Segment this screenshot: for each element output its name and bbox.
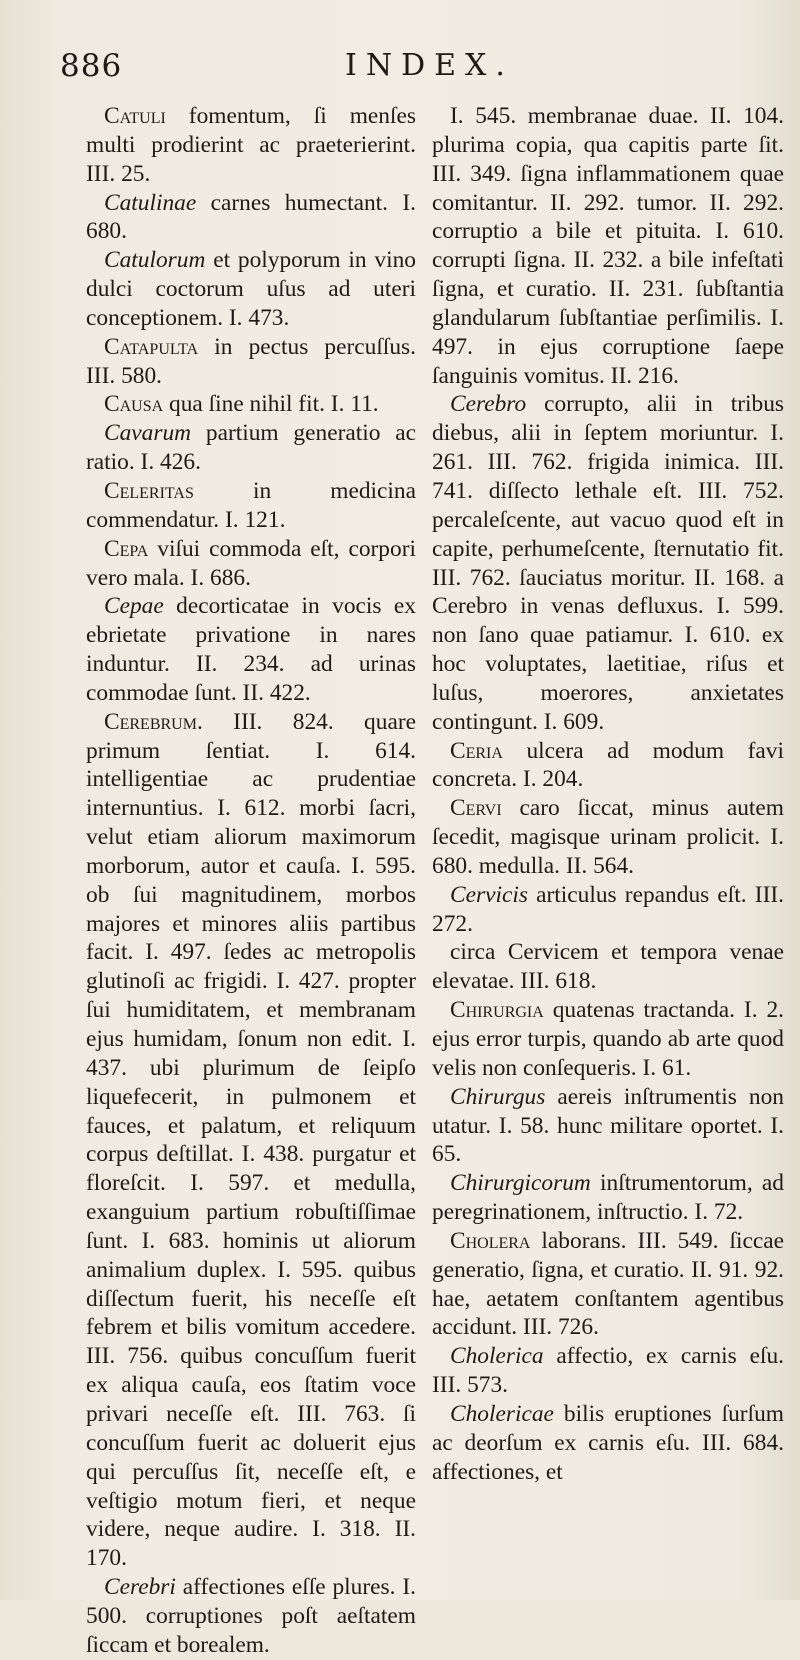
- entry-text: partium generatio ac ratio. I. 426.: [86, 420, 416, 476]
- index-entry: [432, 1227, 784, 1342]
- index-entry: [86, 102, 416, 189]
- running-title: INDEX.: [345, 48, 514, 83]
- index-entry: [432, 390, 784, 736]
- index-entry: [86, 333, 416, 391]
- entry-text: corrupto, alii in tribus diebus, alii in ſeptem moriuntur. I. 261. III. 762. frigida inimica. III. 741. diſſecto lethale eſt. III. 752. percaleſcente, aut vacuo quod eſt in capite, perhumeſcente, ſternutatio fit. III. 762. ſauciatus moritur. II. 168. a Cerebro in venas defluxus. I. 599. non ſano quae patiamur. I. 610. ex hoc voluptates, laetitiae, riſus et luſus, moerores, anxietates contingunt. I. 609.: [432, 391, 784, 735]
- entry-headword: Cervi: [450, 795, 502, 822]
- entry-text: III. 824. quare primum ſentiat. I. 614. intelligentiae ac prudentiae internuntius. I. 612. morbi ſacri, velut etiam aliorum maximorum morborum, autor et cauſa. I. 595. ob ſui magnitudinem, morbos majores et minores aliis partibus facit. I. 497. ſedes ac metropolis glutinoſi ac frigidi. I. 427. propter ſui humiditatem, et membranam ejus humidam, ſonum non edit. I. 437. ubi plurimum de ſeipſo liquefecerit, in pulmonem et fauces, et palatum, et reliquum corpus deſtillat. I. 438. purgatur et floreſcit. I. 597. et medulla, exanguium partium robuſtiſſimae ſunt. I. 683. hominis ut aliorum animalium duplex. I. 595. quibus diſſectum fuerit, his neceſſe eſt febrem et bilis vomitum accedere. III. 756. quibus concuſſum fuerit ex aliqua cauſa, eos ſtatim voce privari neceſſe eſt. III. 763. ſi concuſſum fuerit ac doluerit ejus qui percuſſus ſit, neceſſe eſt, e veſtigio motum fieri, et neque videre, neque audire. I. 318. II. 170.: [86, 708, 416, 1572]
- entry-headword: Catulinae: [104, 189, 197, 216]
- entry-headword: Catapulta: [104, 333, 199, 360]
- entry-headword: Cerebrum.: [104, 708, 203, 735]
- entry-headword: Cervicis: [450, 881, 528, 908]
- index-entry: [86, 708, 416, 1573]
- left-column: [86, 102, 416, 1660]
- entry-headword: Cerebro: [450, 391, 527, 418]
- index-entry: [432, 1342, 784, 1400]
- entry-headword: Cholericae: [450, 1400, 554, 1427]
- index-entry: [86, 246, 416, 333]
- index-entry: [432, 938, 784, 996]
- index-entry: [86, 477, 416, 535]
- index-entry: [86, 189, 416, 247]
- entry-headword: Cepae: [104, 593, 164, 620]
- entry-headword: Catulorum: [104, 247, 206, 274]
- entry-text: viſui commoda eſt, corpori vero mala. I. 686.: [86, 535, 416, 591]
- index-entry: [86, 390, 416, 419]
- index-entry: [86, 1573, 416, 1660]
- entry-headword: Cavarum: [104, 420, 192, 447]
- entry-text: inſtrumentorum, ad peregrinationem, inſtructio. I. 72.: [432, 1170, 784, 1226]
- entry-headword: Cholerica: [450, 1343, 544, 1370]
- index-entry: [432, 996, 784, 1083]
- index-entry: [86, 592, 416, 707]
- index-entry: [86, 419, 416, 477]
- entry-text: in medicina commendatur. I. 121.: [86, 477, 416, 533]
- entry-headword: Chirurgus: [450, 1083, 546, 1110]
- entry-headword: Cholera: [450, 1227, 531, 1254]
- entry-headword: Causa: [104, 391, 164, 418]
- entry-text: laborans. III. 549. ſiccae generatio, ſigna, et curatio. II. 91. 92. hae, aetatem conſtantem agentibus accidunt. III. 726.: [432, 1227, 784, 1341]
- entry-text: carnes humectant. I. 680.: [86, 189, 416, 245]
- entry-text: articulus repandus eſt. III. 272.: [432, 881, 784, 937]
- entry-text: affectiones eſſe plures. I. 500. corruptiones poſt aeſtatem ſiccam et borealem.: [86, 1574, 416, 1658]
- entry-headword: Chirurgia: [450, 997, 544, 1024]
- entry-text: affectio, ex carnis eſu. III. 573.: [432, 1343, 784, 1399]
- entry-text: caro ſiccat, minus autem ſecedit, magisque urinam prolicit. I. 680. medulla. II. 564.: [432, 795, 784, 879]
- entry-text: aereis inſtrumentis non utatur. I. 58. hunc militare oportet. I. 65.: [432, 1083, 784, 1168]
- entry-text: ulcera ad modum favi concreta. I. 204.: [432, 737, 784, 793]
- entry-headword: Cepa: [104, 535, 149, 562]
- entry-headword: Cerebri: [104, 1574, 176, 1601]
- page-number: 886: [60, 48, 123, 84]
- page-header: [0, 48, 800, 98]
- index-entry: [432, 102, 784, 390]
- index-entry: [432, 1169, 784, 1227]
- entry-text: I. 545. membranae duae. II. 104. plurima copia, qua capitis parte ſit. III. 349. ſigna inflammationem quae comitantur. II. 292. tumor. II. 292. corruptio a bile et pituita. I. 610. corrupti ſigna. II. 232. a bile infeſtati ſigna, et curatio. II. 231. ſubſtantia glandularum ſubſtantiae perſimilis. I. 497. in ejus corruptione ſaepe ſanguinis vomitus. II. 216.: [432, 103, 784, 389]
- entry-headword: Celeritas: [104, 477, 194, 504]
- entry-text: circa Cervicem et tempora venae elevatae. III. 618.: [432, 939, 784, 995]
- entry-text: in pectus percuſſus. III. 580.: [86, 333, 416, 389]
- index-entry: [432, 737, 784, 795]
- entry-text: decorticatae in vocis ex ebrietate privatione in nares induntur. II. 234. ad urinas commodae ſunt. II. 422.: [86, 593, 416, 706]
- index-entry: [86, 535, 416, 593]
- entry-text: et polyporum in vino dulci coctorum uſus ad uteri conceptionem. I. 473.: [86, 247, 416, 331]
- entry-headword: Ceria: [450, 737, 503, 764]
- entry-text: fomentum, ſi menſes multi prodierint ac praeterierint. III. 25.: [86, 103, 416, 187]
- index-entry: [432, 881, 784, 939]
- entry-headword: Chirurgicorum: [450, 1170, 591, 1197]
- right-column: [432, 102, 784, 1487]
- index-entry: [432, 1400, 784, 1487]
- entry-text: bilis eruptiones ſurſum ac deorſum ex carnis eſu. III. 684. affectiones, et: [432, 1400, 784, 1485]
- entry-headword: Catuli: [104, 103, 166, 129]
- entry-text: quatenas tractanda. I. 2. ejus error turpis, quando ab arte quod velis non conſequeris. I. 61.: [432, 997, 784, 1081]
- index-entry: [432, 794, 784, 881]
- index-entry: [432, 1083, 784, 1170]
- entry-text: qua ſine nihil fit. I. 11.: [163, 391, 379, 418]
